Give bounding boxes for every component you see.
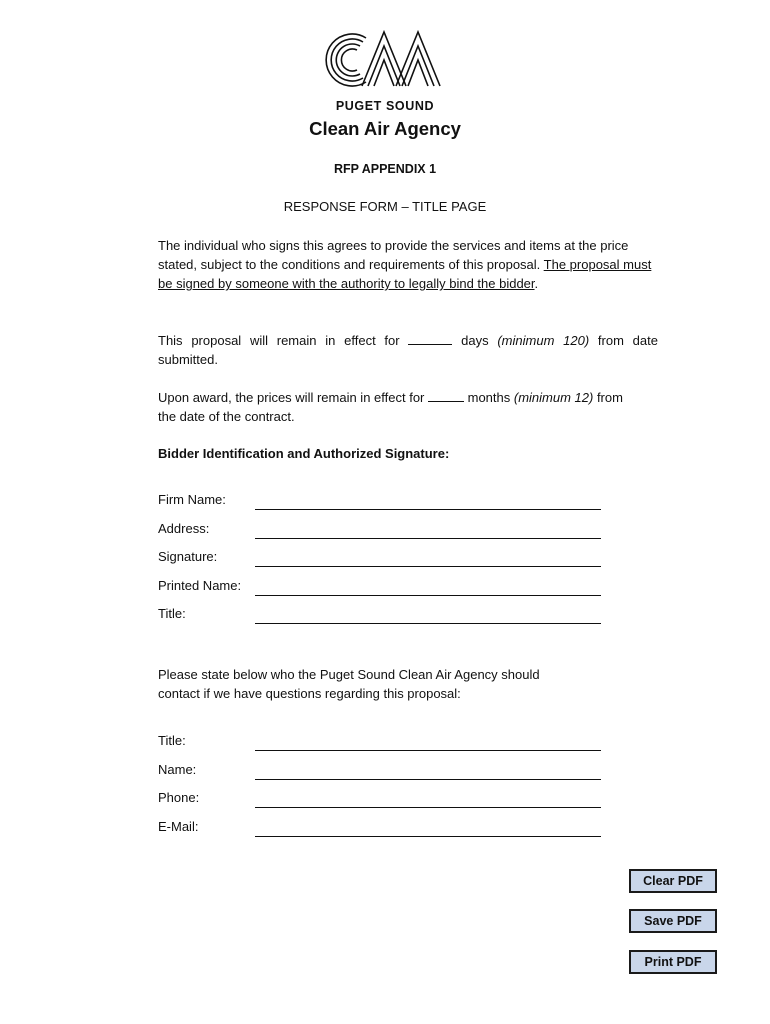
- print-pdf-button[interactable]: Print PDF: [629, 950, 717, 974]
- award-text-after: months: [464, 390, 514, 405]
- intro-paragraph: [158, 236, 658, 293]
- title-field[interactable]: [255, 623, 601, 624]
- award-text-before: Upon award, the prices will remain in effect for: [158, 390, 428, 405]
- award-minimum: (minimum 12): [513, 390, 594, 405]
- validity-minimum: (minimum 120): [497, 333, 590, 348]
- intro-underlined-text: The proposal must be signed by someone with the authority to legally bind the bidder: [158, 257, 652, 291]
- contact-phone-label: Phone:: [158, 790, 200, 805]
- address-field[interactable]: [255, 538, 601, 539]
- contact-title-field[interactable]: [255, 750, 601, 751]
- intro-end: .: [534, 276, 539, 291]
- firm-name-field[interactable]: [255, 509, 601, 510]
- days-blank[interactable]: [408, 332, 452, 345]
- signature-field[interactable]: [255, 566, 601, 567]
- org-name-line2: Clean Air Agency: [309, 118, 461, 139]
- clear-pdf-button[interactable]: Clear PDF: [629, 869, 717, 893]
- contact-name-field[interactable]: [255, 779, 601, 780]
- bidder-section-title: Bidder Identification and Authorized Signature:: [158, 446, 450, 461]
- validity-text-after: days: [452, 333, 498, 348]
- printed-name-field[interactable]: [255, 595, 601, 596]
- intro-text: The individual who signs this agrees to provide the services and items at the price stated, subject to the conditions and requirements of this proposal.: [158, 238, 629, 272]
- contact-email-label: E-Mail:: [158, 819, 199, 834]
- contact-phone-field[interactable]: [255, 807, 601, 808]
- validity-text-before: This proposal will remain in effect for: [158, 333, 409, 348]
- contact-email-field[interactable]: [255, 836, 601, 837]
- award-text-end: from the date of the contract.: [158, 390, 623, 424]
- contact-title-label: Title:: [158, 733, 186, 748]
- award-paragraph: [158, 388, 638, 426]
- contact-name-label: Name:: [158, 762, 197, 777]
- form-title: RESPONSE FORM – TITLE PAGE: [283, 199, 487, 214]
- title-label: Title:: [158, 606, 186, 621]
- validity-text-end: from date submitted.: [158, 333, 658, 367]
- printed-name-label: Printed Name:: [158, 578, 242, 593]
- save-pdf-button[interactable]: Save PDF: [629, 909, 717, 933]
- firm-name-label: Firm Name:: [158, 492, 226, 507]
- signature-label: Signature:: [158, 549, 218, 564]
- org-name-line1: PUGET SOUND: [335, 99, 435, 113]
- months-blank[interactable]: [428, 389, 464, 402]
- address-label: Address:: [158, 521, 210, 536]
- contact-paragraph: Please state below who the Puget Sound Clean Air Agency should contact if we have questions regarding this proposal:: [158, 667, 540, 701]
- appendix-heading: RFP APPENDIX 1: [333, 162, 437, 176]
- caa-logo: [318, 26, 452, 92]
- validity-paragraph: [158, 331, 658, 369]
